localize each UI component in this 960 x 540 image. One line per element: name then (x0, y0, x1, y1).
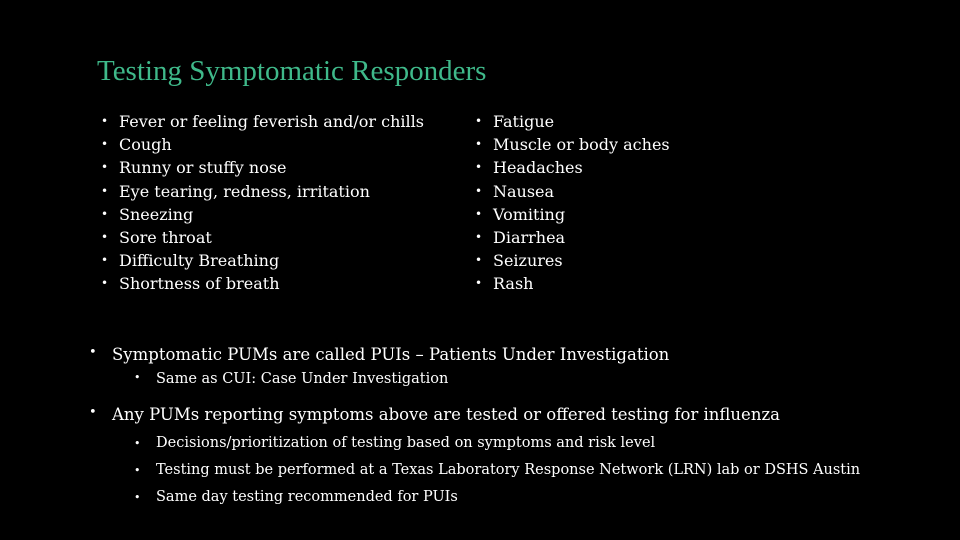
bullet-icon: • (101, 114, 109, 128)
bullet-icon: • (101, 183, 109, 198)
list-item: • Headaches (475, 156, 670, 179)
list-item: • Fever or feeling feverish and/or chills (101, 110, 424, 133)
bullet-icon: • (475, 230, 483, 245)
bullet-icon: • (475, 137, 483, 152)
list-item: • Eye tearing, redness, irritation (101, 180, 424, 203)
bullet-icon: • (89, 345, 97, 360)
list-item: • Shortness of breath (101, 272, 424, 295)
bullet-icon: • (475, 183, 483, 198)
bullet-icon: • (475, 206, 483, 221)
bullet-icon: • (101, 160, 109, 175)
list-item: • Diarrhea (475, 226, 670, 249)
main-bullet: • Any PUMs reporting symptoms above are tested or offered testing for influenza • Decisions/prioritization of testing based on symptoms and risk level • Testing must be performed at a Texas Laboratory Response Network (LRN) lab or DSHS Austin • Same day testing recommended for PUIs (89, 405, 860, 511)
sub-bullet: • Testing must be performed at a Texas Laboratory Response Network (LRN) lab or DSHS Austin (134, 457, 860, 484)
list-item: • Fatigue (475, 110, 670, 133)
bullet-icon: • (134, 371, 141, 384)
list-item: • Sore throat (101, 226, 424, 249)
list-item: • Vomiting (475, 203, 670, 226)
testing-bullet-block (89, 405, 860, 511)
bullet-icon: • (101, 230, 109, 245)
bullet-icon: • (134, 437, 141, 450)
bullet-icon: • (101, 276, 109, 291)
bullet-icon: • (475, 114, 483, 128)
bullet-icon: • (89, 405, 97, 420)
sub-bullet-list (112, 371, 669, 387)
sub-bullet: • Same as CUI: Case Under Investigation (134, 371, 449, 387)
list-item: • Seizures (475, 249, 670, 272)
list-item: • Sneezing (101, 203, 424, 226)
list-item: • Cough (101, 133, 424, 156)
bullet-icon: • (475, 253, 483, 268)
bullet-icon: • (101, 206, 109, 221)
bullet-icon: • (475, 276, 483, 291)
list-item: • Nausea (475, 180, 670, 203)
list-item: • Difficulty Breathing (101, 249, 424, 272)
sub-bullet: • Same day testing recommended for PUIs (134, 484, 860, 511)
main-bullet: • Symptomatic PUMs are called PUIs – Patients Under Investigation • Same as CUI: Case Under Investigation (89, 345, 670, 387)
slide-title: Testing Symptomatic Responders (97, 55, 487, 87)
bullet-icon: • (475, 160, 483, 175)
right-symptom-list (475, 110, 670, 296)
list-item: • Runny or stuffy nose (101, 156, 424, 179)
bullet-icon: • (134, 491, 141, 504)
left-symptom-list (101, 110, 424, 296)
sub-bullet-list (112, 430, 860, 511)
pui-bullet-block (89, 345, 669, 387)
sub-bullet: • Decisions/prioritization of testing based on symptoms and risk level (134, 430, 860, 457)
bullet-icon: • (134, 464, 141, 477)
bullet-icon: • (101, 137, 109, 152)
list-item: • Rash (475, 272, 670, 295)
bullet-icon: • (101, 253, 109, 268)
list-item: • Muscle or body aches (475, 133, 670, 156)
